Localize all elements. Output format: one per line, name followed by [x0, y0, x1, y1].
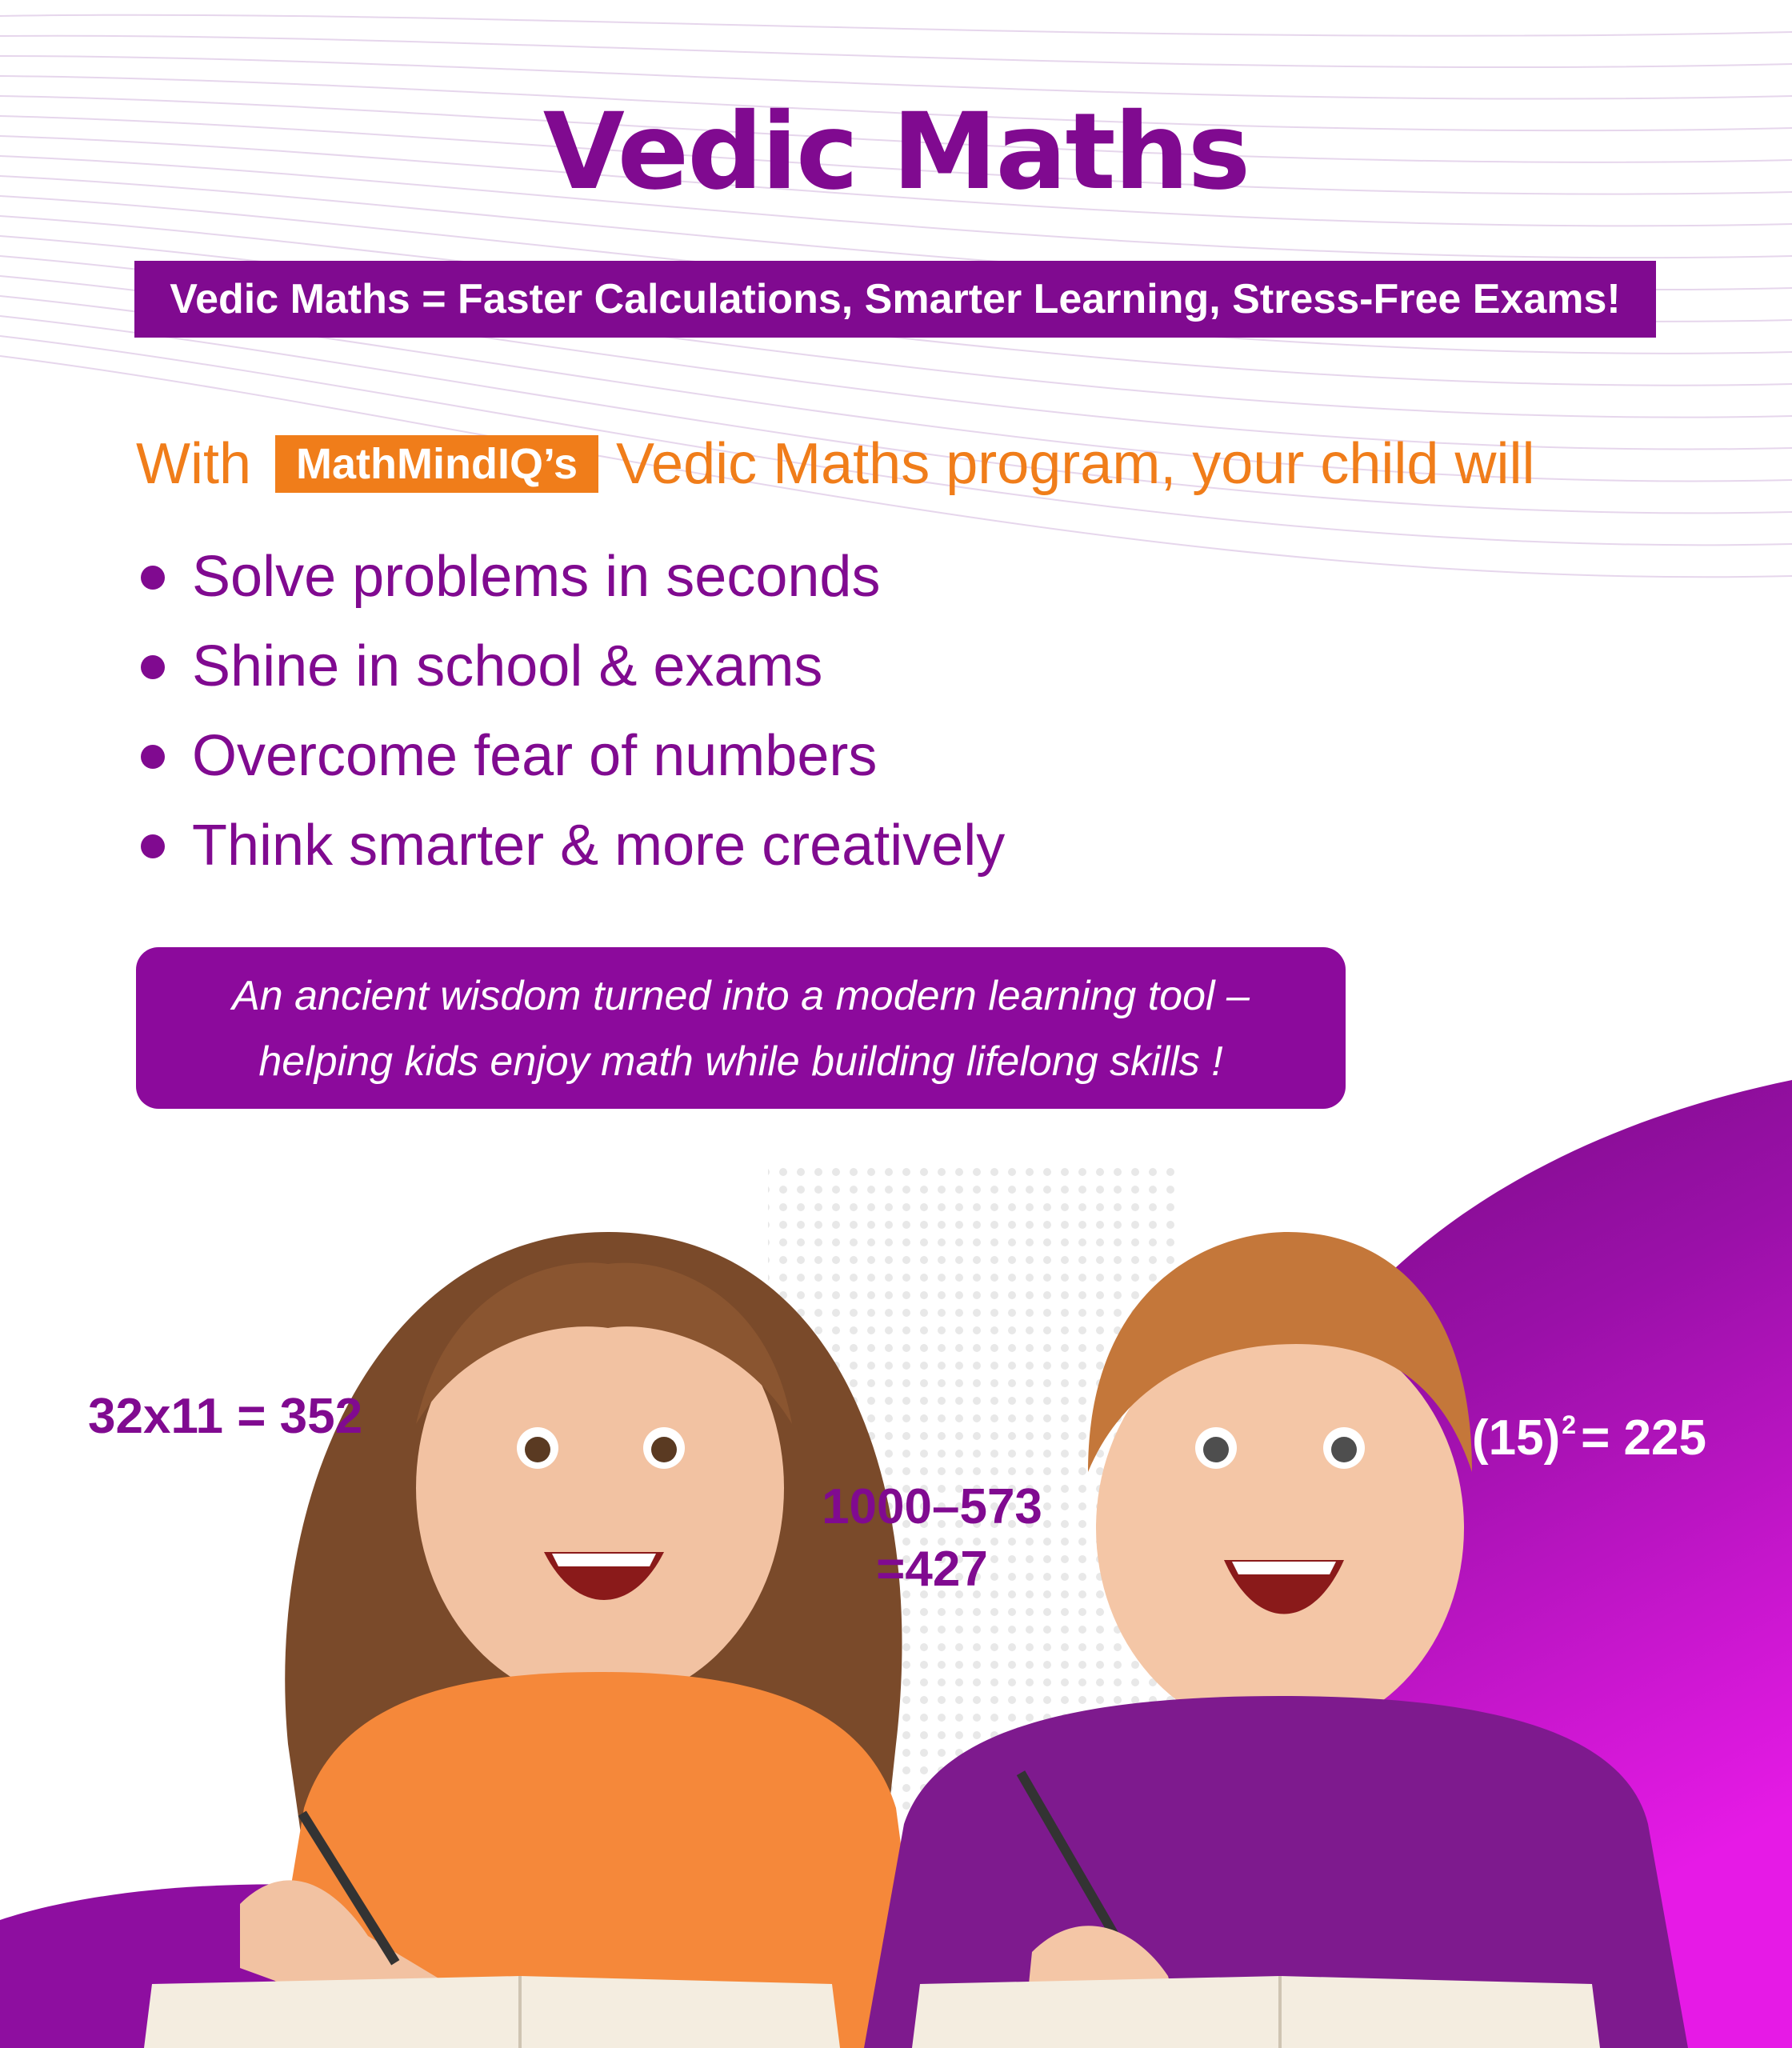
children-illustration: [0, 1184, 1792, 2048]
list-item: [136, 622, 1005, 711]
quote-box: [136, 947, 1346, 1109]
brand-badge: MathMindIQ’s: [275, 435, 598, 493]
quote-line-1: An ancient wisdom turned into a modern learning tool –: [232, 973, 1250, 1019]
benefit-text: Shine in school & exams: [192, 634, 823, 698]
bullet-icon: [141, 834, 165, 858]
equation-right: [1472, 1394, 1706, 1470]
bullet-icon: [141, 655, 165, 679]
tagline-banner: Vedic Maths = Faster Calculations, Smarter Learning, Stress-Free Exams!: [134, 261, 1656, 338]
equation-right-result: = 225: [1581, 1410, 1706, 1466]
benefit-text: Overcome fear of numbers: [192, 724, 878, 788]
bullet-icon: [141, 566, 165, 590]
intro-prefix: With: [136, 431, 251, 496]
list-item: [136, 801, 1005, 890]
benefit-text: Solve problems in seconds: [192, 545, 881, 609]
list-item: [136, 532, 1005, 622]
equation-right-exponent: 2: [1562, 1410, 1577, 1439]
page-title: Vedic Maths: [542, 90, 1250, 214]
quote-line-2: helping kids enjoy math while building lifelong skills !: [258, 1038, 1223, 1085]
equation-right-base: (15): [1472, 1410, 1561, 1466]
benefit-text: Think smarter & more creatively: [192, 814, 1006, 878]
equation-middle-line-1: 1000–573: [822, 1479, 1042, 1534]
equation-middle-line-2: =427: [876, 1542, 988, 1597]
bullet-icon: [141, 745, 165, 769]
list-item: [136, 711, 1005, 801]
intro-suffix: Vedic Maths program, your child will: [615, 431, 1535, 496]
equation-left: 32x11 = 352: [88, 1389, 363, 1444]
equation-middle: [808, 1476, 1056, 1601]
program-intro: [136, 424, 1534, 496]
benefits-list: [136, 532, 1005, 890]
